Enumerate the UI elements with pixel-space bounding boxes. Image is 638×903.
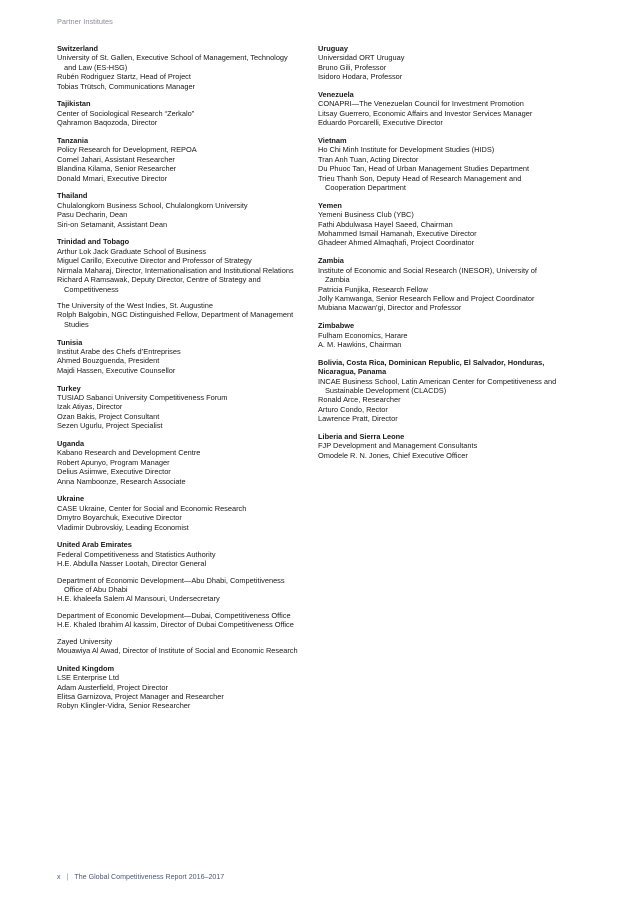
contact-line: Ozan Bakis, Project Consultant [57,411,160,421]
country-heading: Ukraine [57,494,85,504]
contact-line: Mouawiya Al Awad, Director of Institute of Social and Economic Research [57,646,298,656]
country-heading: Liberia and Sierra Leone [318,431,405,441]
country-heading: Tanzania [57,136,89,146]
contact-line: Isidoro Hodara, Professor [318,72,403,82]
country-heading: Uruguay [318,44,348,53]
institute-name: The University of the West Indies, St. Augustine [57,300,213,310]
institute-name: INCAE Business School, Latin American Center for Competitiveness and Sustainable Development (CLACDS) [318,376,557,395]
report-title: The Global Competitiveness Report 2016–2017 [74,873,225,881]
contact-line: H.E. Khaled Ibrahim Al kassim, Director of Dubai Competitiveness Office [57,620,294,630]
contact-line: Miguel Carillo, Executive Director and Professor of Strategy [57,256,252,266]
country-section [318,256,563,312]
right-column [318,44,563,469]
contact-line: Cornel Jahari, Assistant Researcher [57,154,175,164]
contact-line: Rubén Rodriguez Startz, Head of Project [57,72,191,82]
country-section [57,494,302,532]
country-section [57,237,302,329]
group-spacer [57,630,302,637]
institute-name: Chulalongkorn Business School, Chulalongkorn University [57,200,248,210]
group-spacer [57,569,302,576]
institute-name: LSE Enterprise Ltd [57,673,120,683]
contact-line: Tran Anh Tuan, Acting Director [318,154,419,164]
institute-name: Institute of Economic and Social Research (INESOR), University of Zambia [318,265,537,285]
contact-line: Mohammed Ismail Hamanah, Executive Director [318,229,477,239]
page-footer [57,873,224,881]
country-section [57,338,302,376]
country-section [318,201,563,248]
group-spacer [57,294,302,301]
contact-line: Siri-on Setamanit, Assistant Dean [57,219,168,229]
contact-line: Richard A Ramsawak, Deputy Director, Centre of Strategy and Competitiveness [57,275,261,294]
institute-name: Kabano Research and Development Centre [57,448,201,458]
institute-name: Fulham Economics, Harare [318,330,408,340]
country-section [318,44,563,82]
contact-line: Elitsa Garnizova, Project Manager and Researcher [57,692,224,702]
country-section [57,44,302,91]
page-number: x [57,873,61,881]
contact-line: Dmytro Boyarchuk, Executive Director [57,513,182,523]
contact-line: Fathi Abdulwasa Hayel Saeed, Chairman [318,219,453,229]
contact-line: Tobias Trütsch, Communications Manager [57,81,196,91]
contact-line: Qahramon Baqozoda, Director [57,118,158,128]
contact-line: A. M. Hawkins, Chairman [318,339,402,349]
contact-line: Blandina Kilama, Senior Researcher [57,164,177,174]
country-heading: Bolivia, Costa Rica, Dominican Republic, El Salvador, Honduras, Nicaragua, Panama [318,357,545,377]
footer-separator: | [66,873,69,881]
institute-name: Yemeni Business Club (YBC) [318,210,414,220]
section-header: Partner Institutes [57,17,113,26]
country-section [318,90,563,128]
contact-line: Ghadeer Ahmed Almaqhafi, Project Coordinator [318,238,475,248]
country-section [57,384,302,431]
country-heading: United Arab Emirates [57,540,132,550]
institute-name: Federal Competitiveness and Statistics Authority [57,549,216,559]
contact-line: Omodele R. N. Jones, Chief Executive Officer [318,450,468,460]
contact-line: Nirmala Maharaj, Director, Internationalisation and Institutional Relations [57,265,294,275]
contact-line: Patricia Funjika, Research Fellow [318,284,428,294]
contact-line: Ronald Arce, Researcher [318,395,401,405]
contact-line: Lawrence Pratt, Director [318,414,398,424]
country-section [57,540,302,655]
contact-line: H.E. khaleefa Salem Al Mansouri, Undersecretary [57,594,220,604]
contact-line: Vladimir Dubrovskiy, Leading Economist [57,522,189,532]
institute-name: Arthur Lok Jack Graduate School of Business [57,246,207,256]
institute-name: FJP Development and Management Consultants [318,441,478,451]
left-column [57,44,302,719]
country-heading: Tunisia [57,337,83,347]
contact-line: Arturo Condo, Rector [318,404,388,414]
contact-line: Adam Austerfield, Project Director [57,682,168,692]
country-section [57,664,302,711]
contact-line: Eduardo Porcarelli, Executive Director [318,118,443,128]
institute-name: CASE Ukraine, Center for Social and Economic Research [57,503,247,513]
institute-name: Center of Sociological Research “Zerkalo” [57,108,195,118]
country-heading: Zambia [318,256,344,266]
country-section [57,136,302,183]
contact-line: Robyn Klingler-Vidra, Senior Researcher [57,701,191,711]
contact-line: H.E. Abdulla Nasser Lootah, Director General [57,559,207,569]
contact-line: Du Phuoc Tan, Head of Urban Management Studies Department [318,164,530,174]
institute-name: Universidad ORT Uruguay [318,53,405,63]
contact-line: Ahmed Bouzguenda, President [57,356,160,366]
contact-line: Mubiana Macwan’gi, Director and Professor [318,303,462,313]
country-heading: Tajikistan [57,99,91,109]
country-section [57,99,302,127]
contact-line: Pasu Decharin, Dean [57,210,128,220]
country-section [318,358,563,424]
institute-name: Department of Economic Development—Dubai, Competitiveness Office [57,610,291,620]
contact-line: Anna Namboonze, Research Associate [57,476,186,486]
contact-line: Trieu Thanh Son, Deputy Head of Research Management and Cooperation Department [318,173,522,193]
country-section [57,439,302,486]
country-heading: Switzerland [57,44,99,53]
country-heading: United Kingdom [57,663,115,673]
institute-name: Policy Research for Development, REPOA [57,145,197,155]
country-section [318,432,563,460]
country-heading: Uganda [57,438,85,448]
contact-line: Sezen Ugurlu, Project Specialist [57,421,163,431]
institute-name: Zayed University [57,636,113,646]
institute-name: Department of Economic Development—Abu Dhabi, Competitiveness Office of Abu Dhabi [57,575,285,595]
institute-name: University of St. Gallen, Executive School of Management, Technology and Law (ES-HSG) [57,53,288,72]
group-spacer [57,604,302,611]
contact-line: Donald Mmari, Executive Director [57,173,168,183]
country-heading: Zimbabwe [318,321,355,331]
country-section [57,191,302,229]
contact-line: Robert Apunyo, Program Manager [57,457,170,467]
contact-line: Litsay Guerrero, Economic Affairs and Investor Services Manager [318,108,533,118]
contact-line: Bruno Gili, Professor [318,62,387,72]
contact-line: Majdi Hassen, Executive Counsellor [57,365,176,375]
institute-name: TUSIAD Sabanci University Competitiveness Forum [57,392,228,402]
country-section [318,321,563,349]
country-heading: Venezuela [318,90,354,100]
institute-name: Ho Chi Minh Institute for Development Studies (HIDS) [318,145,495,155]
contact-line: Delius Asiimwe, Executive Director [57,467,171,477]
country-heading: Turkey [57,383,81,393]
country-heading: Trinidad and Tobago [57,237,130,247]
country-heading: Thailand [57,191,88,201]
institute-name: CONAPRI—The Venezuelan Council for Investment Promotion [318,99,524,109]
country-heading: Vietnam [318,136,347,146]
country-heading: Yemen [318,200,342,210]
contact-line: Rolph Balgobin, NGC Distinguished Fellow, Department of Management Studies [57,310,294,329]
contact-line: Izak Atiyas, Director [57,402,123,412]
country-section [318,136,563,192]
institute-name: Institut Arabe des Chefs d’Entreprises [57,346,181,356]
contact-line: Jolly Kamwanga, Senior Research Fellow and Project Coordinator [318,293,535,303]
